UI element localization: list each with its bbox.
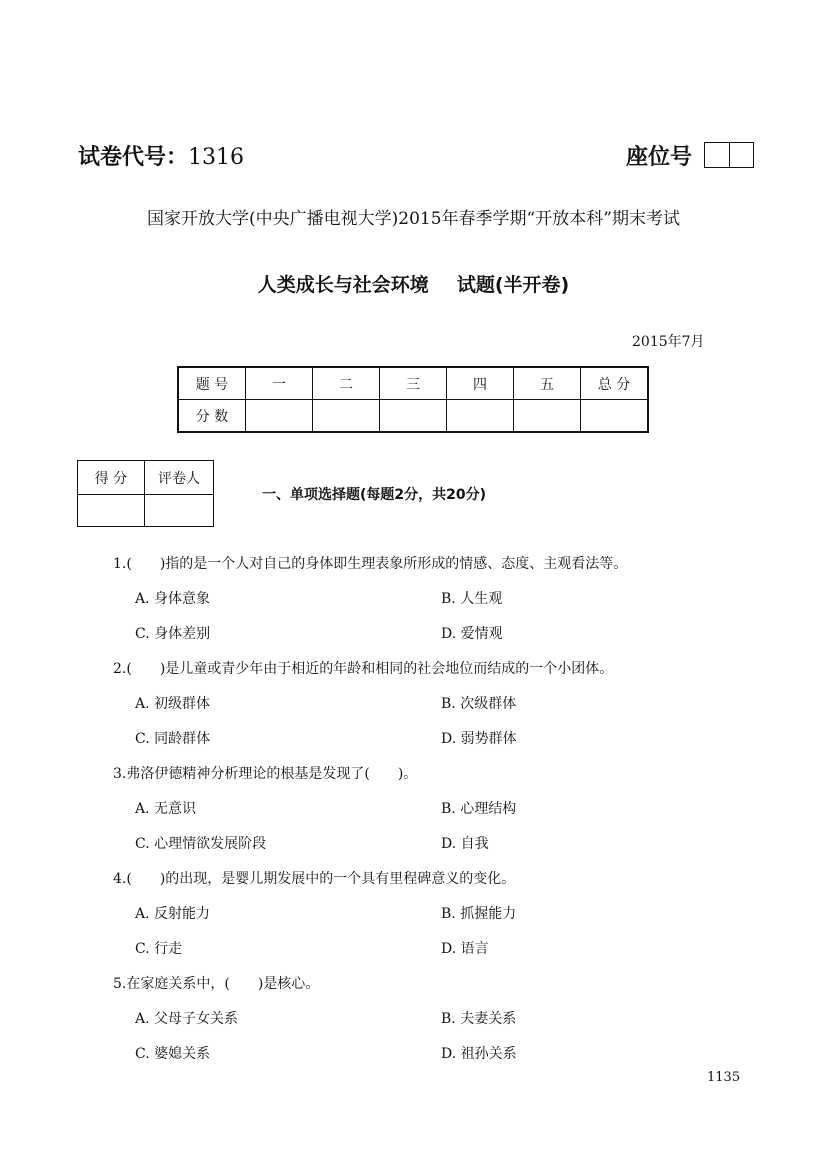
option: C. 心理情欲发展阶段	[135, 836, 267, 852]
option: C. 行走	[135, 941, 183, 957]
grader-score-cell[interactable]	[78, 495, 145, 527]
section-title: 一、单项选择题(每题2分，共20分)	[262, 487, 487, 503]
header-cell: 四	[447, 367, 514, 400]
score-cell[interactable]	[514, 400, 581, 433]
page-number: 1135	[707, 1070, 741, 1085]
option: A. 反射能力	[135, 906, 211, 922]
paper-code	[78, 140, 244, 171]
subject-kind: 试题(半开卷)	[456, 274, 570, 296]
header-cell: 题 号	[178, 367, 246, 400]
score-cell[interactable]	[313, 400, 380, 433]
option: B. 人生观	[441, 591, 503, 607]
question-stem: 4.( )的出现，是婴儿期发展中的一个具有里程碑意义的变化。	[113, 871, 516, 887]
option: D. 自我	[441, 836, 489, 852]
score-table	[177, 366, 649, 433]
question-stem: 2.( )是儿童或青少年由于相近的年龄和相同的社会地位而结成的一个小团体。	[113, 661, 614, 677]
header-cell: 五	[514, 367, 581, 400]
option: D. 爱情观	[441, 626, 503, 642]
score-table-score-row	[178, 400, 648, 433]
option: D. 祖孙关系	[441, 1046, 517, 1062]
seat-number-label: 座位号	[626, 145, 693, 170]
option: A. 父母子女关系	[135, 1011, 239, 1027]
option: A. 初级群体	[135, 696, 211, 712]
option: C. 婆媳关系	[135, 1046, 211, 1062]
option: B. 抓握能力	[441, 906, 517, 922]
exam-title: 国家开放大学(中央广播电视大学)2015年春季学期“开放本科”期末考试	[147, 209, 680, 229]
grader-box	[77, 460, 214, 527]
question-stem: 3.弗洛伊德精神分析理论的根基是发现了( )。	[113, 766, 418, 782]
header-cell: 总 分	[581, 367, 649, 400]
option: B. 心理结构	[441, 801, 517, 817]
seat-number-boxes	[704, 142, 754, 168]
paper-code-value: 1316	[188, 145, 245, 170]
paper-code-label: 试卷代号：	[78, 145, 189, 170]
question-stem: 5.在家庭关系中，( )是核心。	[113, 976, 320, 992]
option: A. 身体意象	[135, 591, 211, 607]
score-row-label: 分 数	[178, 400, 246, 433]
option: A. 无意识	[135, 801, 197, 817]
option: C. 身体差别	[135, 626, 211, 642]
grader-name-label: 评卷人	[145, 461, 214, 495]
exam-date: 2015年7月	[632, 334, 705, 350]
option: B. 次级群体	[441, 696, 517, 712]
question-stem: 1.( )指的是一个人对自己的身体即生理表象所形成的情感、态度、主观看法等。	[113, 556, 628, 572]
option: D. 语言	[441, 941, 489, 957]
subject-title	[0, 270, 827, 297]
option: B. 夫妻关系	[441, 1011, 517, 1027]
header-cell: 一	[246, 367, 313, 400]
score-cell[interactable]	[581, 400, 649, 433]
header-cell: 二	[313, 367, 380, 400]
score-cell[interactable]	[246, 400, 313, 433]
grader-name-cell[interactable]	[145, 495, 214, 527]
subject-name: 人类成长与社会环境	[257, 274, 429, 296]
score-cell[interactable]	[380, 400, 447, 433]
header-cell: 三	[380, 367, 447, 400]
grader-score-label: 得 分	[78, 461, 145, 495]
option: D. 弱势群体	[441, 731, 517, 747]
score-table-header-row	[178, 367, 648, 400]
option: C. 同龄群体	[135, 731, 211, 747]
score-cell[interactable]	[447, 400, 514, 433]
